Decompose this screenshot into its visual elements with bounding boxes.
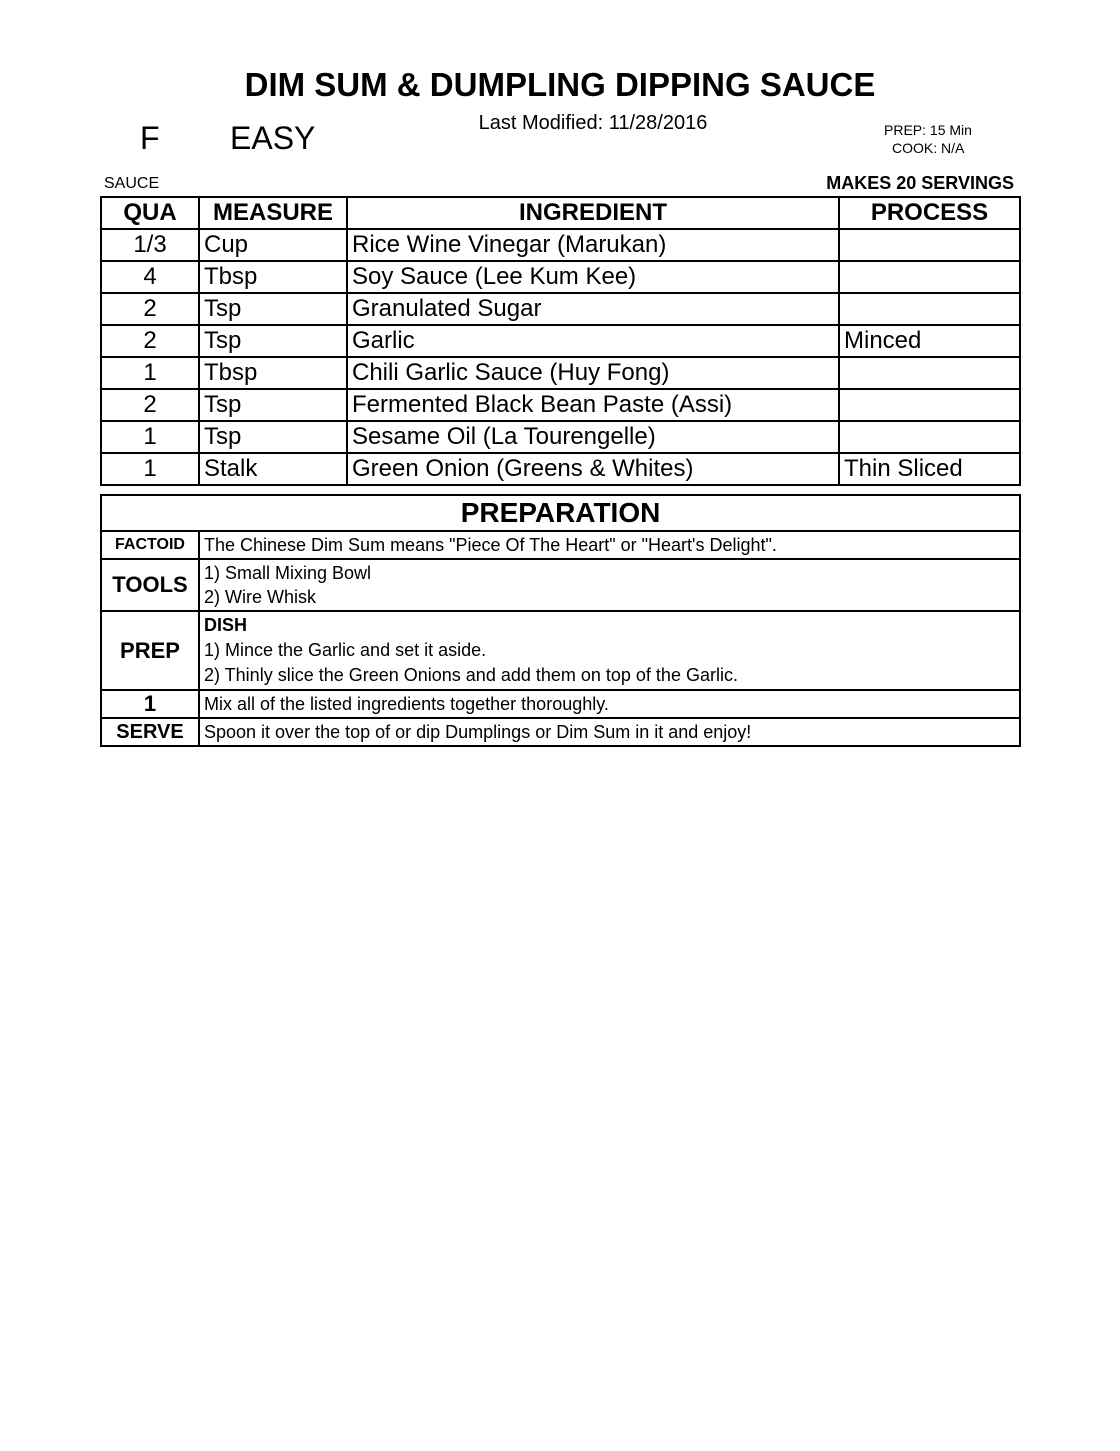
- tool-item: 2) Wire Whisk: [204, 587, 316, 607]
- prep-time: PREP: 15 Min: [884, 122, 972, 138]
- table-row: [101, 357, 1020, 389]
- ingredient-measure: Cup: [199, 229, 347, 261]
- serve-row: [101, 718, 1020, 746]
- prep-label: PREP: [101, 611, 199, 690]
- table-row: [101, 293, 1020, 325]
- serve-text: Spoon it over the top of or dip Dumplings or Dim Sum in it and enjoy!: [199, 718, 1020, 746]
- prep-step: 2) Thinly slice the Green Onions and add them on top of the Garlic.: [204, 665, 738, 685]
- ingredient-qty: 1: [101, 453, 199, 485]
- step-1-text: Mix all of the listed ingredients together thoroughly.: [199, 690, 1020, 718]
- ingredient-process: [839, 293, 1020, 325]
- column-header-qua: QUA: [101, 197, 199, 229]
- ingredient-name: Chili Garlic Sauce (Huy Fong): [347, 357, 839, 389]
- ingredient-process: [839, 421, 1020, 453]
- tools-row: [101, 559, 1020, 611]
- table-row: [101, 325, 1020, 357]
- preparation-heading: PREPARATION: [101, 495, 1020, 531]
- ingredient-measure: Tsp: [199, 325, 347, 357]
- ingredient-qty: 1: [101, 421, 199, 453]
- ingredients-table: [100, 196, 1021, 486]
- ingredient-name: Sesame Oil (La Tourengelle): [347, 421, 839, 453]
- ingredient-measure: Tbsp: [199, 357, 347, 389]
- ingredient-measure: Tsp: [199, 293, 347, 325]
- ingredient-process: [839, 357, 1020, 389]
- ingredient-measure: Stalk: [199, 453, 347, 485]
- factoid-row: [101, 531, 1020, 559]
- step-1-label: 1: [101, 690, 199, 718]
- tool-item: 1) Small Mixing Bowl: [204, 563, 372, 583]
- ingredient-name: Granulated Sugar: [347, 293, 839, 325]
- recipe-category: SAUCE: [104, 175, 160, 192]
- servings: MAKES 20 SERVINGS: [826, 173, 1014, 193]
- grade-letter: F: [140, 120, 160, 156]
- factoid-label: FACTOID: [101, 531, 199, 559]
- ingredient-qty: 2: [101, 389, 199, 421]
- ingredient-name: Rice Wine Vinegar (Marukan): [347, 229, 839, 261]
- prep-subheading: DISH: [204, 615, 248, 635]
- ingredient-measure: Tsp: [199, 389, 347, 421]
- ingredient-process: [839, 389, 1020, 421]
- ingredient-qty: 1/3: [101, 229, 199, 261]
- prep-row: [101, 611, 1020, 690]
- recipe-title: DIM SUM & DUMPLING DIPPING SAUCE: [244, 66, 876, 103]
- table-row: [101, 229, 1020, 261]
- ingredients-header-row: [101, 197, 1020, 229]
- tools-label: TOOLS: [101, 559, 199, 611]
- ingredient-process: [839, 261, 1020, 293]
- prep-steps: [199, 611, 1020, 690]
- factoid-text: The Chinese Dim Sum means "Piece Of The Heart" or "Heart's Delight".: [199, 531, 1020, 559]
- table-row: [101, 421, 1020, 453]
- ingredient-qty: 1: [101, 357, 199, 389]
- ingredient-process: Thin Sliced: [839, 453, 1020, 485]
- serve-label: SERVE: [101, 718, 199, 746]
- cook-time: COOK: N/A: [892, 140, 965, 156]
- ingredient-name: Soy Sauce (Lee Kum Kee): [347, 261, 839, 293]
- ingredient-process: Minced: [839, 325, 1020, 357]
- column-header-ingredient: INGREDIENT: [347, 197, 839, 229]
- ingredient-qty: 2: [101, 293, 199, 325]
- tools-list: [199, 559, 1020, 611]
- difficulty-label: EASY: [230, 120, 316, 156]
- ingredient-measure: Tbsp: [199, 261, 347, 293]
- last-modified: Last Modified: 11/28/2016: [478, 112, 708, 134]
- ingredient-name: Green Onion (Greens & Whites): [347, 453, 839, 485]
- ingredient-name: Fermented Black Bean Paste (Assi): [347, 389, 839, 421]
- prep-step: 1) Mince the Garlic and set it aside.: [204, 640, 487, 660]
- ingredient-qty: 2: [101, 325, 199, 357]
- table-row: [101, 261, 1020, 293]
- preparation-table: [100, 494, 1021, 747]
- step-1-row: [101, 690, 1020, 718]
- table-row: [101, 453, 1020, 485]
- ingredient-qty: 4: [101, 261, 199, 293]
- table-row: [101, 389, 1020, 421]
- ingredient-name: Garlic: [347, 325, 839, 357]
- ingredient-process: [839, 229, 1020, 261]
- column-header-measure: MEASURE: [199, 197, 347, 229]
- column-header-process: PROCESS: [839, 197, 1020, 229]
- ingredient-measure: Tsp: [199, 421, 347, 453]
